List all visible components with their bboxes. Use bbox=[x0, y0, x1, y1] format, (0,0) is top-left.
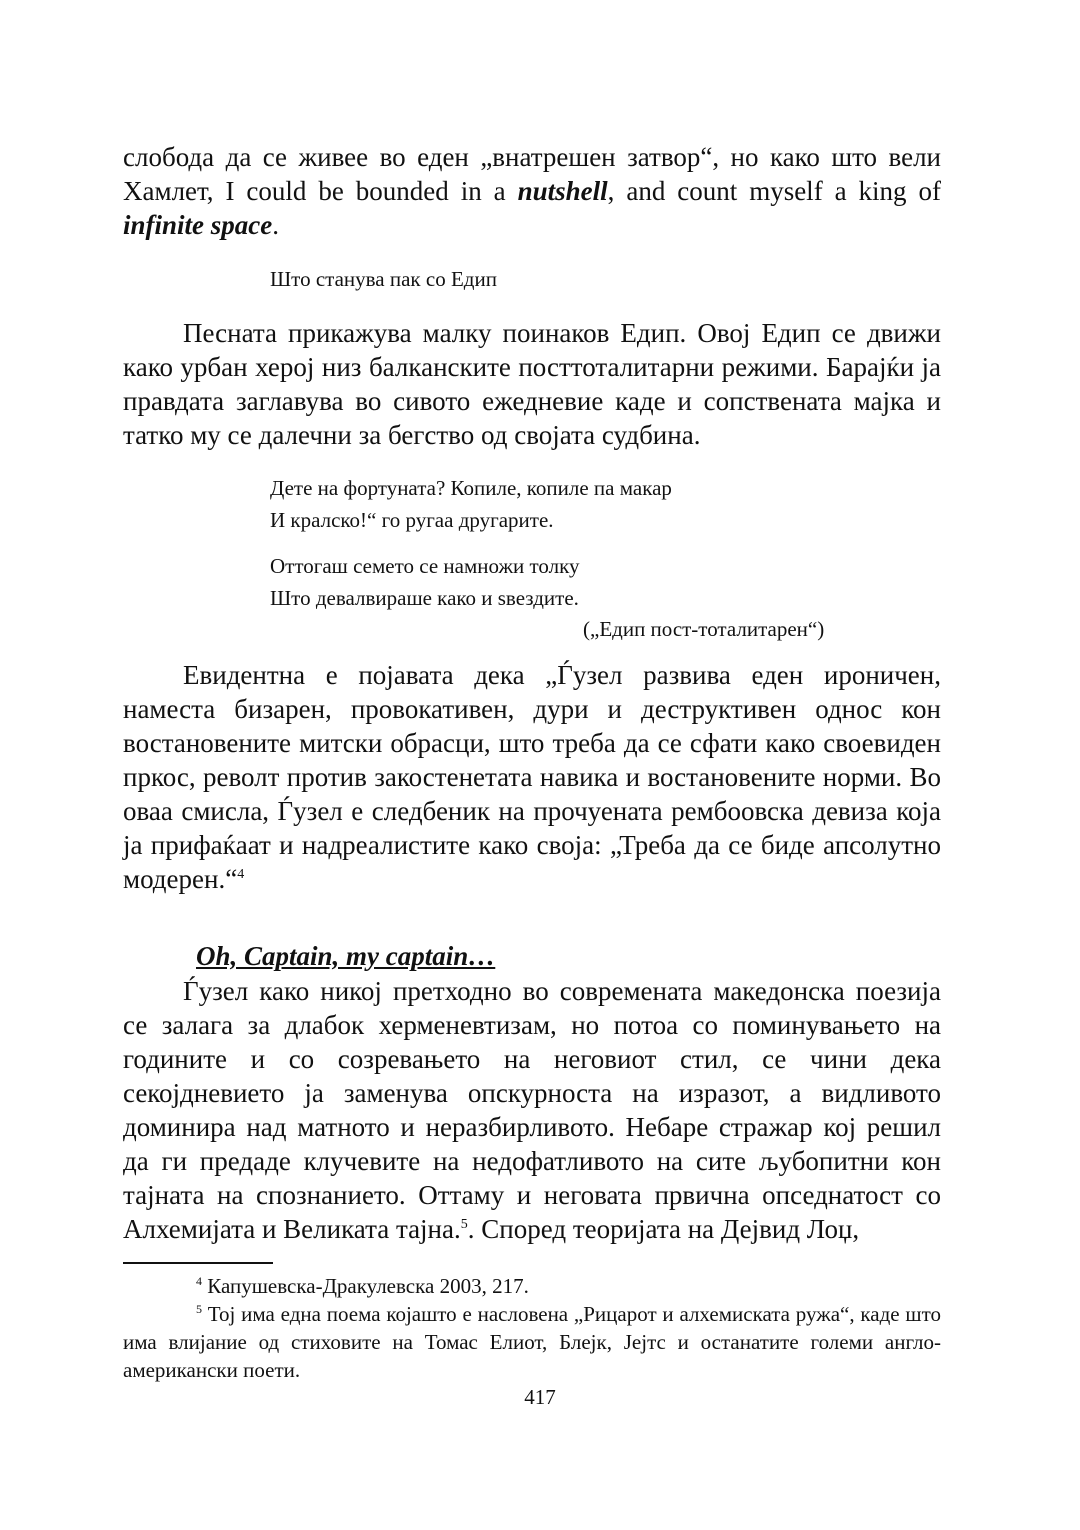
footnote-number: 5 bbox=[196, 1302, 202, 1316]
footnote-4 bbox=[123, 1272, 941, 1300]
footnote-text: Тој има една поема којашто е насловена „Рицарот и алхемиската ружа“, каде што има влијание од стиховите на Томас Елиот, Блејк, Јејтс и останатите големи англо-американски поети. bbox=[123, 1302, 941, 1382]
section-heading: Oh, Captain, my captain… bbox=[196, 941, 496, 971]
paragraph-hamlet bbox=[123, 140, 941, 242]
emphasis-nutshell: nutshell bbox=[517, 176, 608, 206]
paragraph-oedipus: Песната прикажува малку поинаков Едип. Овој Едип се движи како урбан херој низ балканските посттоталитарни режими. Барајќи ја правдата заглавува во сивото ежедневие каде и сопствената мајка и татко му се далечни за бегство од својата судбина. bbox=[123, 318, 941, 450]
page-number: 417 bbox=[524, 1385, 556, 1409]
footnote-ref-4[interactable]: 4 bbox=[237, 867, 245, 882]
footnote-5 bbox=[123, 1300, 941, 1384]
footnote-text: Капушевска-Дракулевска 2003, 217. bbox=[202, 1274, 529, 1298]
paragraph-text: , and count myself a king of bbox=[607, 176, 941, 206]
emphasis-infinite-space: infinite space bbox=[123, 210, 273, 240]
poem-line: Што девалвираше како и ѕвездите. bbox=[270, 586, 579, 610]
footnote-number: 4 bbox=[196, 1274, 202, 1288]
poem-line: И кралско!“ го ругаа другарите. bbox=[270, 508, 554, 532]
paragraph-text: Ѓузел како никој претходно во современата македонска поезија се залага за длабок херменевтизам, но потоа со поминувањето на годините и со созревањето на неговиот стил, се чини дека секојдневието ја заменува опскурноста на изразот, а видливото доминира над матното и неразбирливото. Небаре стражар кој решил да ги предаде клучевите на недофатливото на сите љубопитни кон тајната на спознанието. Оттаму и неговата првична опседнатост со Алхемијата и Великата тајна. bbox=[123, 976, 941, 1244]
footnote-divider bbox=[123, 1262, 273, 1264]
poem-title: Што станува пак со Едип bbox=[270, 267, 497, 291]
paragraph-text: . bbox=[272, 210, 279, 240]
poem-stanza-2 bbox=[270, 550, 941, 614]
poem-line: Дете на фортуната? Копиле, копиле па макар bbox=[270, 476, 672, 500]
paragraph-guzel-irony bbox=[123, 658, 941, 896]
paragraph-text: Евидентна е појавата дека „Ѓузел развива еден ироничен, наместа бизарен, провокативен, дури и деструктивен однос кон востановените митски обрасци, што треба да се сфати како своевиден пркос, револт против закостенетата навика и востановените норми. Во оваа смисла, Ѓузел е следбеник на прочуената рембоовска девиза која ја прифаќаат и надреалистите како своја: „Треба да се биде апсолутно модерен.“ bbox=[123, 660, 941, 894]
page-body bbox=[123, 140, 941, 1384]
poem-stanza-1 bbox=[270, 472, 941, 536]
footnote-ref-5[interactable]: 5 bbox=[460, 1217, 468, 1232]
poem-line: Оттогаш семето се намножи толку bbox=[270, 554, 580, 578]
poem-source: („Едип пост-тоталитарен“) bbox=[583, 617, 825, 641]
paragraph-hermeneutics bbox=[123, 974, 941, 1246]
paragraph-text: . Според теоријата на Дејвид Лоџ, bbox=[467, 1214, 860, 1244]
paragraph-text: слобода да се живее во еден „внатрешен затвор“, но како што вели Хамлет, I could be bounded in a bbox=[123, 142, 941, 206]
